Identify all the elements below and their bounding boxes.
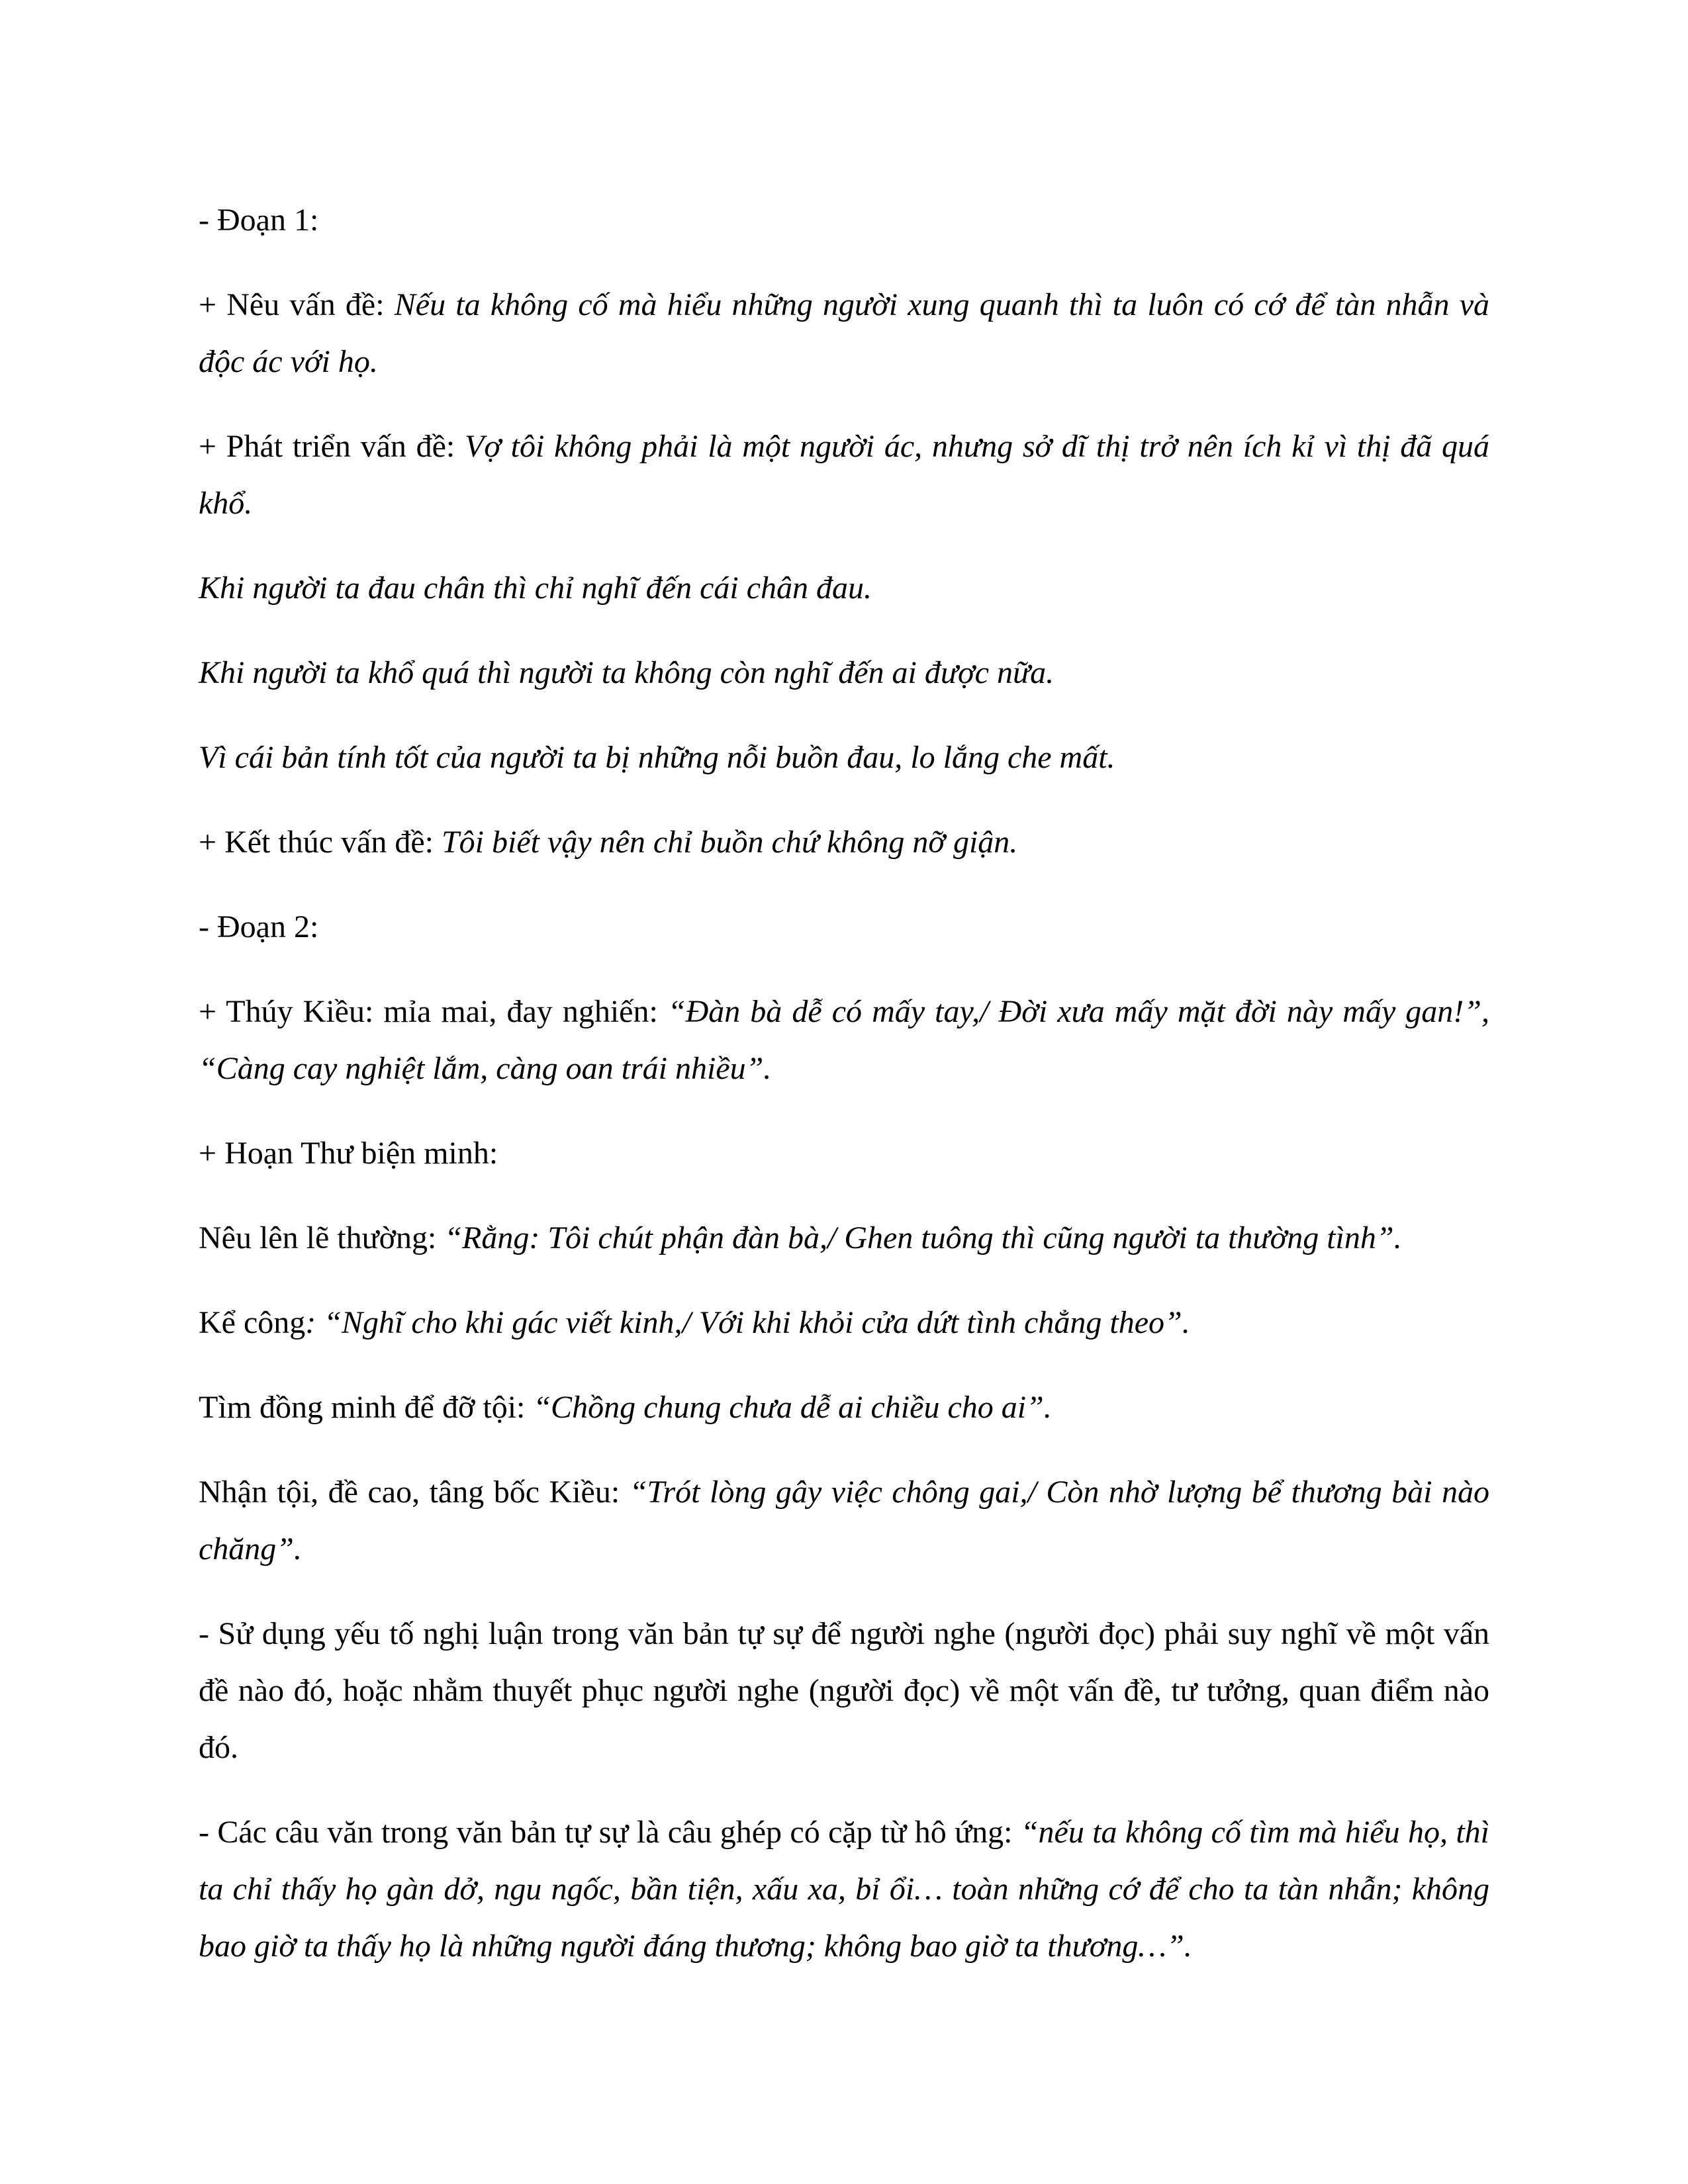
paragraph-italic-text: Nếu ta không cố mà hiểu những người xung quanh thì ta luôn có cớ để tàn nhẫn và độc ác với họ. [199, 287, 1490, 379]
paragraph-italic-text: : “Nghĩ cho khi gác viết kinh,/ Với khi khỏi cửa dứt tình chẳng theo”. [305, 1305, 1190, 1340]
paragraph-doan-1 [199, 192, 1489, 249]
paragraph-cau-ghep [199, 1804, 1489, 1975]
paragraph-italic-text: “Chồng chung chưa dễ ai chiều cho ai”. [533, 1390, 1052, 1425]
paragraph-text: Tìm đồng minh để đỡ tội: [199, 1390, 534, 1425]
paragraph-nhan-toi [199, 1464, 1489, 1578]
paragraph-italic-text: “Trót lòng gây việc chông gai,/ Còn nhờ lượng bể thương bài nào chăng”. [199, 1475, 1490, 1567]
paragraph-text: + Hoạn Thư biện minh: [199, 1136, 498, 1171]
paragraph-quote-chan-dau [199, 560, 1489, 617]
paragraph-text: + Thúy Kiều: mỉa mai, đay nghiến: [199, 994, 668, 1029]
paragraph-italic-text: “Đàn bà dễ có mấy tay,/ Đời xưa mấy mặt đời này mấy gan!”, “Càng cay nghiệt lắm, càng oan trái nhiều”. [199, 994, 1489, 1086]
paragraph-ke-cong [199, 1295, 1489, 1351]
paragraph-thuy-kieu [199, 983, 1489, 1097]
paragraph-le-thuong [199, 1210, 1489, 1267]
paragraph-italic-text: Vợ tôi không phải là một người ác, nhưng sở dĩ thị trở nên ích kỉ vì thị đã quá khổ. [199, 429, 1490, 521]
paragraph-ket-thuc-van-de [199, 814, 1489, 871]
paragraph-phat-trien-van-de [199, 418, 1489, 532]
paragraph-italic-text: “Rằng: Tôi chút phận đàn bà,/ Ghen tuông thì cũng người ta thường tình”. [444, 1220, 1402, 1255]
paragraph-italic-text: Vì cái bản tính tốt của người ta bị những nỗi buồn đau, lo lắng che mất. [199, 740, 1115, 775]
paragraph-quote-ban-tinh [199, 729, 1489, 786]
paragraph-italic-text: Tôi biết vậy nên chỉ buồn chứ không nỡ giận. [441, 825, 1018, 860]
paragraph-text: + Kết thúc vấn đề: [199, 825, 442, 860]
paragraph-neu-van-de [199, 277, 1489, 390]
paragraph-italic-text: “nếu ta không cố tìm mà hiểu họ, thì ta chỉ thấy họ gàn dở, ngu ngốc, bần tiện, xấu xa, bỉ ổi… toàn những cớ để cho ta tàn nhẫn; không bao giờ ta thấy họ là những người đáng thương; không bao giờ ta thương…”. [199, 1815, 1490, 1964]
paragraph-dong-minh [199, 1379, 1489, 1436]
paragraph-text: + Phát triển vấn đề: [199, 429, 465, 464]
paragraph-italic-text: Khi người ta khổ quá thì người ta không còn nghĩ đến ai được nữa. [199, 655, 1055, 690]
paragraph-doan-2 [199, 899, 1489, 956]
paragraph-italic-text: Khi người ta đau chân thì chỉ nghĩ đến cái chân đau. [199, 570, 872, 606]
paragraph-text: Nêu lên lẽ thường: [199, 1220, 445, 1255]
paragraph-nghi-luan [199, 1606, 1489, 1776]
paragraph-text: - Sử dụng yếu tố nghị luận trong văn bản tự sự để người nghe (người đọc) phải suy nghĩ về một vấn đề nào đó, hoặc nhằm thuyết phục người nghe (người đọc) về một vấn đề, tư tưởng, quan điểm nào đó. [199, 1616, 1489, 1765]
paragraph-hoan-thu [199, 1125, 1489, 1182]
paragraph-text: - Đoạn 1: [199, 203, 319, 238]
paragraph-text: + Nêu vấn đề: [199, 287, 395, 322]
paragraph-text: Kể công [199, 1305, 306, 1340]
paragraph-text: - Các câu văn trong văn bản tự sự là câu ghép có cặp từ hô ứng: [199, 1815, 1021, 1850]
paragraph-text: Nhận tội, đề cao, tâng bốc Kiều: [199, 1475, 630, 1510]
paragraph-quote-kho-qua [199, 645, 1489, 702]
paragraph-text: - Đoạn 2: [199, 909, 319, 944]
document-page [199, 192, 1489, 2003]
